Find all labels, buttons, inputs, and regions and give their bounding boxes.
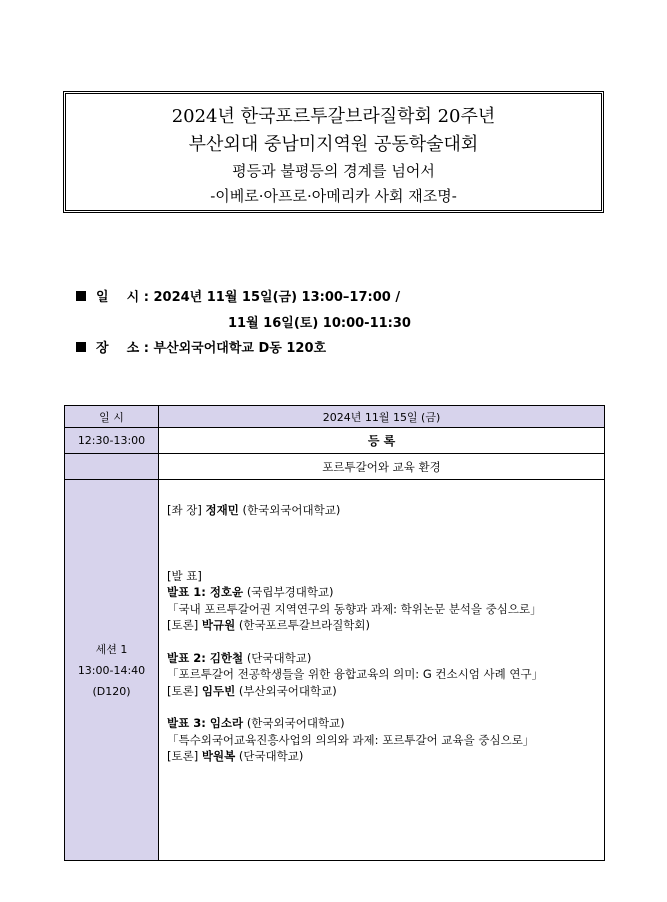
session-time: 13:00-14:40 [77, 663, 146, 677]
talk-1-discussant: [토론] 박규원 (한국포르투갈브라질학회) [167, 618, 371, 632]
talk-3-title: 발표 3: 임소라 (한국외국어대학교) [167, 716, 345, 730]
table-row [65, 454, 605, 480]
session-room: (D120) [92, 684, 131, 698]
talk-3-discussant: [토론] 박원복 (단국대학교) [167, 749, 304, 763]
place-value: 부산외국어대학교 D동 120호 [153, 341, 327, 356]
table-header-row [65, 406, 605, 428]
talk-2-title: 발표 2: 김한철 (단국대학교) [167, 650, 312, 665]
talk-1-title: 발표 1: 정호윤 (국립부경대학교) [167, 585, 334, 599]
date-value-2: 11월 16일(토) 10:00-11:30 [228, 316, 411, 331]
title-line-2: 부산외대 중남미지역원 공동학술대회 [188, 134, 479, 155]
square-bullet-icon [76, 342, 86, 352]
header-left: 일 시 [65, 406, 159, 428]
date-value: 2024년 11월 15일(금) 13:00–17:00 / [153, 290, 401, 305]
chair-line: [좌 장] 정재민 (한국외국어대학교) [167, 503, 341, 517]
session-topic: 포르투갈어와 교육 환경 [159, 454, 605, 480]
title-line-1: 2024년 한국포르투갈브라질학회 20주년 [171, 106, 496, 127]
info-place [76, 337, 326, 356]
info-date [76, 286, 400, 305]
table-row [65, 428, 605, 454]
subtitle-line-2: -이베로·아프로·아메리카 사회 재조명- [210, 187, 457, 205]
talk-3-paper: 「특수외국어교육진흥사업의 의의와 과제: 포르투갈어 교육을 중심으로」 [167, 732, 535, 747]
subtitle-line-1: 평등과 불평등의 경계를 넘어서 [232, 162, 435, 180]
session-cell [65, 480, 159, 861]
header-right: 2024년 11월 15일 (금) [159, 406, 605, 428]
session-name: 세션 1 [95, 642, 128, 656]
talk-2-discussant: [토론] 임두빈 (부산외국어대학교) [167, 683, 337, 698]
table-row [65, 480, 605, 861]
present-label: [발 표] [167, 568, 202, 583]
info-date-2 [228, 312, 411, 331]
registration-event: 등 록 [159, 428, 605, 454]
chair-name: 정재민 [205, 503, 239, 517]
place-label: 장 소 : [96, 341, 149, 356]
schedule-table [64, 405, 605, 861]
date-label: 일 시 : [96, 290, 149, 305]
square-bullet-icon [76, 291, 86, 301]
talk-2-paper: 「포르투갈어 전공학생들을 위한 융합교육의 의미: G 컨소시엄 사례 연구」 [167, 667, 544, 681]
talk-1-paper: 「국내 포르투갈어권 지역연구의 동향과 과제: 학위논문 분석을 중심으로」 [167, 601, 542, 616]
registration-time: 12:30-13:00 [65, 428, 159, 454]
title-box [63, 91, 604, 213]
chair-affil: (한국외국어대학교) [242, 503, 341, 517]
session-body [159, 480, 605, 861]
empty-cell [65, 454, 159, 480]
